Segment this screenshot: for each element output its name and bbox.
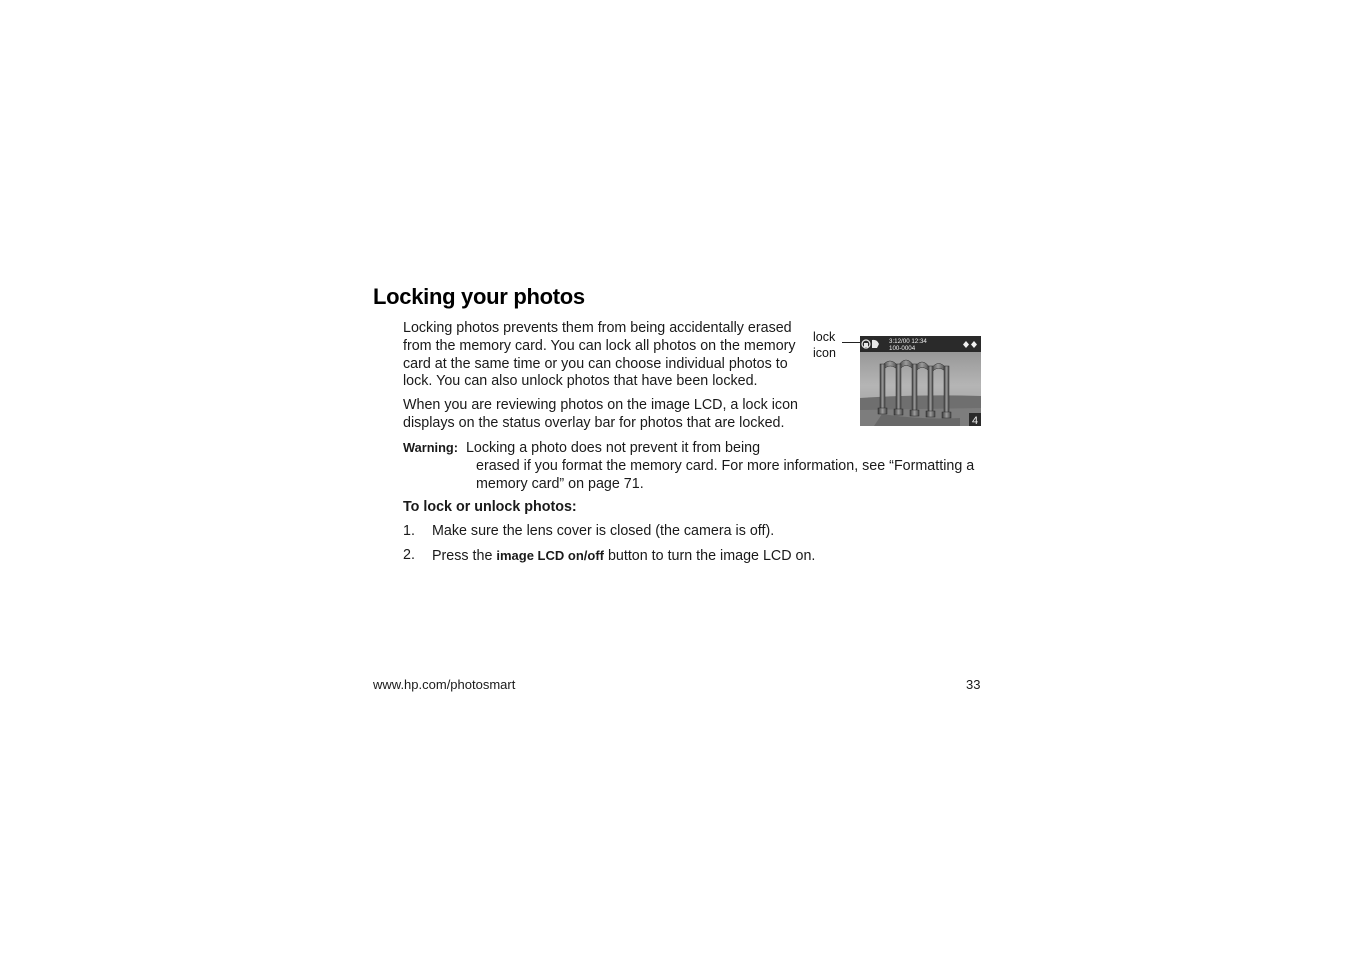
warning-note — [403, 439, 983, 493]
step-item — [403, 547, 983, 566]
lcd-photo-preview — [860, 336, 981, 426]
step-number: 2. — [403, 546, 415, 563]
lock-icon-callout — [813, 329, 836, 361]
intro-paragraph-2: When you are reviewing photos on the image LCD, a lock icon displays on the status overlay bar for photos that are locked. — [403, 397, 798, 431]
footer-url: www.hp.com/photosmart — [373, 677, 516, 692]
lcd-photo-count: 4 — [972, 415, 979, 426]
button-name: image LCD on/off — [496, 547, 604, 563]
step-text: Make sure the lens cover is closed (the camera is off). — [432, 523, 775, 539]
warning-label: Warning: — [403, 440, 458, 455]
lcd-file-number: 100-0004 — [889, 345, 916, 352]
lcd-date-time: 3:12/00 12:34 — [889, 338, 927, 345]
step-text-pre: Press the — [432, 547, 497, 564]
lcd-screen-figure — [813, 329, 983, 427]
steps-list — [403, 523, 983, 572]
callout-line-1: lock — [813, 330, 836, 344]
step-text-post: button to turn the image LCD on. — [603, 547, 816, 564]
lcd-photo-image — [860, 336, 981, 426]
procedure-title: To lock or unlock photos: — [403, 499, 577, 515]
page-number: 33 — [966, 677, 981, 692]
warning-text-rest: erased if you format the memory card. For more information, see “Formatting a memory card” on page 71. — [476, 457, 975, 492]
step-item — [403, 523, 983, 541]
intro-paragraph-1: Locking photos prevents them from being accidentally erased from the memory card. You can lock all photos on the memory card at the same time or you can choose individual photos to lock. You can also unlock photos that have been locked. — [403, 320, 796, 390]
page-title: Locking your photos — [373, 284, 585, 309]
step-number: 1. — [403, 523, 415, 539]
callout-line-2: icon — [813, 346, 836, 360]
warning-text-line-1: Locking a photo does not prevent it from being — [465, 440, 761, 456]
